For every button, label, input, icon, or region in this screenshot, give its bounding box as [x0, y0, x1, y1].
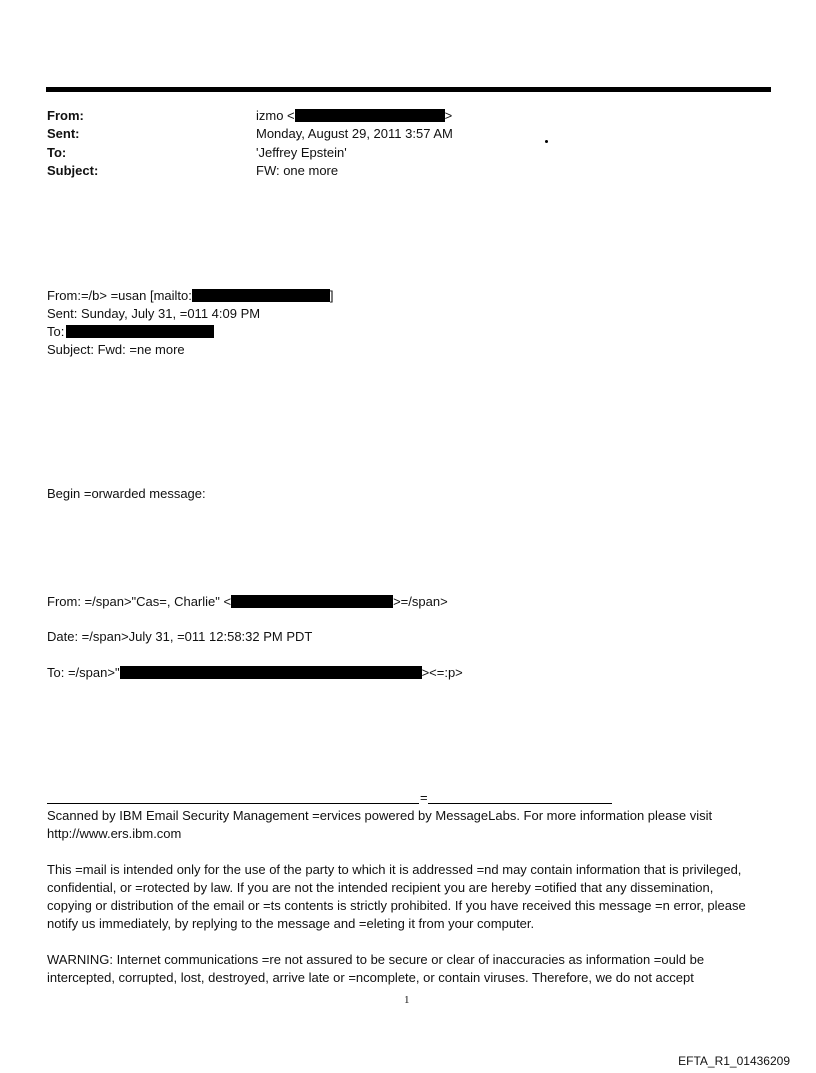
scanned-notice: Scanned by IBM Email Security Management =ervices powered by MessageLabs. For more information please visit http://www.ers.ibm.com — [47, 808, 713, 841]
from-close: > — [444, 108, 453, 123]
forward1-from-close: ] — [329, 288, 334, 303]
bates-number: EFTA_R1_01436209 — [678, 1054, 790, 1068]
forward2-to-line — [47, 664, 463, 682]
redaction-box — [295, 109, 445, 122]
forward2-from-close: >=/span> — [393, 594, 448, 609]
from-value — [256, 108, 452, 123]
redaction-box — [192, 289, 330, 302]
forward1-to-line — [47, 323, 334, 341]
separator-mark: = — [420, 790, 428, 805]
forward2-from-line — [47, 593, 448, 611]
forward1-block — [47, 287, 334, 359]
header-rule — [46, 87, 771, 92]
sent-value: Monday, August 29, 2011 3:57 AM — [256, 126, 453, 141]
begin-forwarded: Begin =orwarded message: — [47, 486, 206, 501]
forward1-from-line — [47, 287, 334, 305]
stray-dot — [545, 140, 548, 143]
to-label: To: — [47, 145, 67, 160]
forward2-to: To: =/span>" — [47, 665, 120, 680]
forward1-to: To: — [47, 324, 65, 339]
from-name: izmo < — [256, 108, 295, 123]
forward1-from: From:=/b> =usan [mailto: — [47, 288, 192, 303]
redaction-box — [120, 666, 422, 679]
confidentiality-notice: This =mail is intended only for the use of the party to which it is addressed =nd may contain information that is privileged, confidential, or =rotected by law. If you are not the intended recipient you are hereby =otified that any dissemination, copying or distribution of the email or =ts contents is strictly prohibited. If you have received this message =n error, please notify us immediately, by replying to the message and =eleting it from your computer. — [47, 862, 746, 931]
forward1-sent: Sent: Sunday, July 31, =011 4:09 PM — [47, 306, 261, 321]
to-value: 'Jeffrey Epstein' — [256, 145, 347, 160]
from-label: From: — [47, 108, 84, 123]
forward2-to-close: ><=:p> — [421, 665, 463, 680]
redaction-box — [231, 595, 393, 608]
forward2-from: From: =/span>"Cas=, Charlie" < — [47, 594, 232, 609]
subject-value: FW: one more — [256, 163, 339, 178]
subject-label: Subject: — [47, 163, 99, 178]
page-number: 1 — [404, 994, 410, 1006]
forward1-subject: Subject: Fwd: =ne more — [47, 342, 185, 357]
separator-line-right — [428, 803, 612, 804]
redaction-box — [66, 325, 214, 338]
forward2-date: Date: =/span>July 31, =011 12:58:32 PM PDT — [47, 629, 313, 644]
warning-notice: WARNING: Internet communications =re not assured to be secure or clear of inaccuracies as information =ould be intercepted, corrupted, lost, destroyed, arrive late or =ncomplete, or contain viruses. Therefore, we do not accept — [47, 952, 705, 985]
sent-label: Sent: — [47, 126, 80, 141]
separator-line-left — [47, 803, 419, 804]
